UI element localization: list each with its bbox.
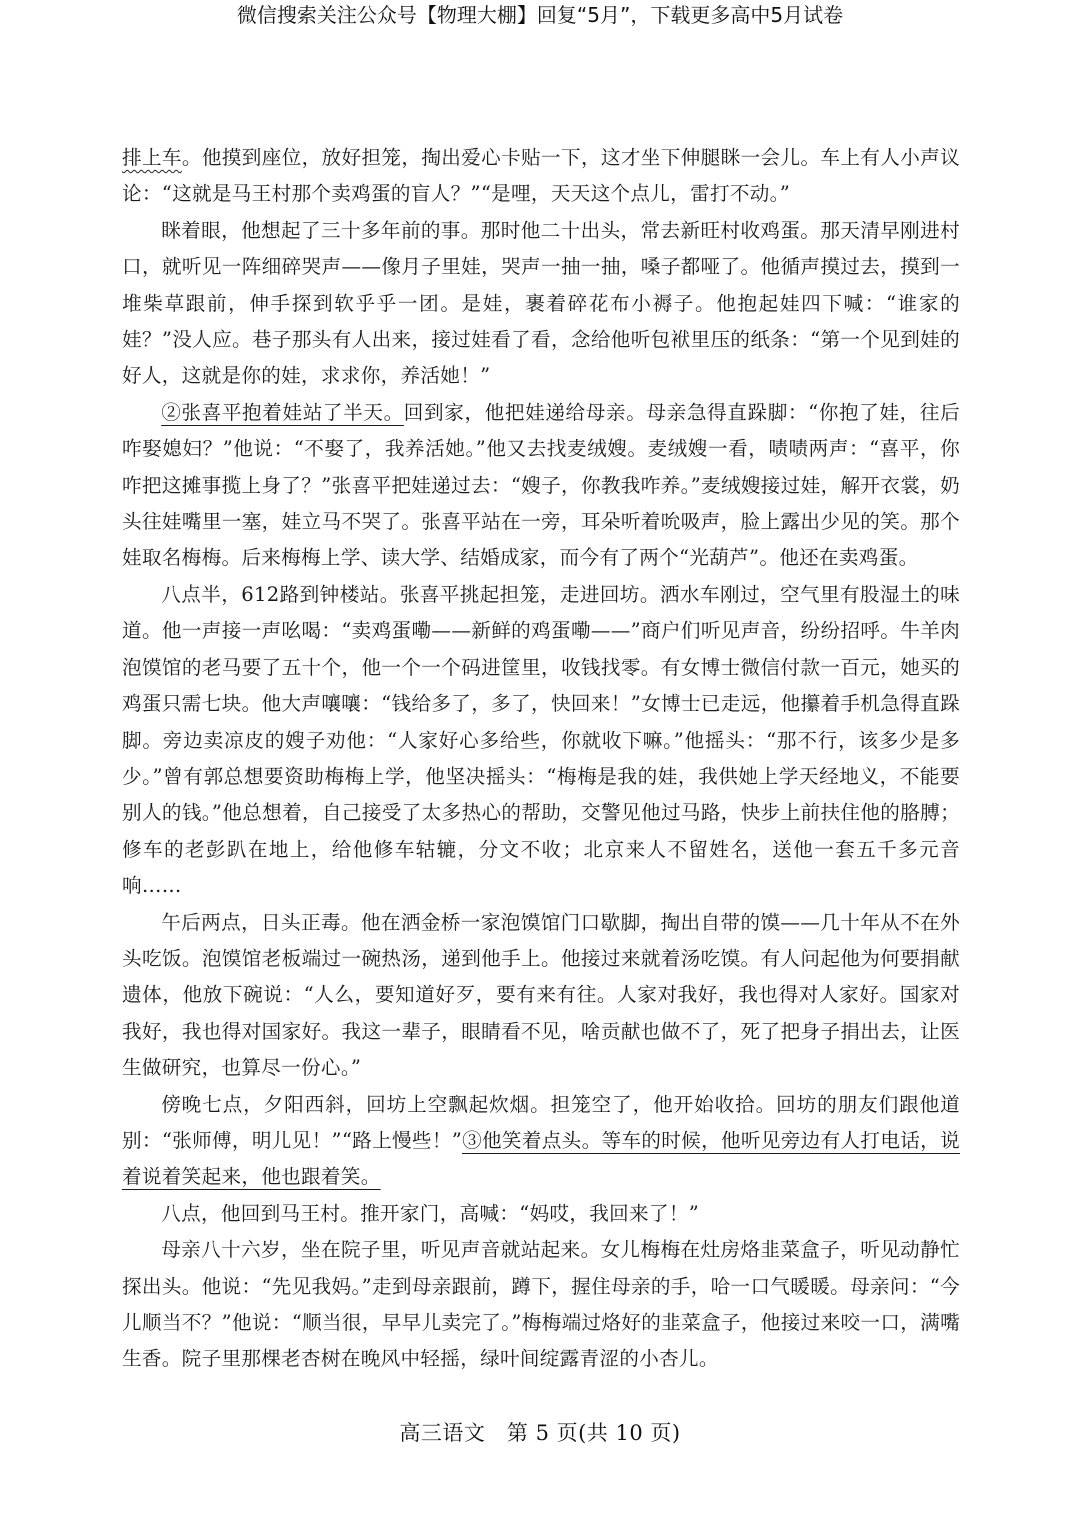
paragraph-6-text: 傍晚七点，夕阳西斜，回坊上空飘起炊烟。担笼空了，他开始收拾。回坊的朋友们跟他道别：“张师傅，明儿见！”“路上慢些！” <box>122 1092 960 1152</box>
article-body <box>122 140 960 1378</box>
page-header-notice: 微信搜索关注公众号【物理大棚】回复“5月”，下载更多高中5月试卷 <box>236 3 844 27</box>
paragraph-3 <box>122 395 960 577</box>
paragraph-6 <box>122 1087 960 1196</box>
paragraph-2: 眯着眼，他想起了三十多年前的事。那时他二十出头，常去新旺村收鸡蛋。那天清早刚进村口，就听见一阵细碎哭声——像月子里娃，哭声一抽一抽，嗓子都哑了。他循声摸过去，摸到一堆柴草跟前，伸手探到软乎乎一团。是娃，裹着碎花布小褥子。他抱起娃四下喊：“谁家的娃？”没人应。巷子那头有人出来，接过娃看了看，念给他听包袱里压的纸条：“第一个见到娃的好人，这就是你的娃，求求你，养活她！” <box>122 218 960 388</box>
paragraph-1 <box>122 140 960 213</box>
wavy-underlined-phrase: 排上车 <box>122 146 182 169</box>
underlined-sentence-3: ③他笑着点头。等车的时候，他听见旁边有人打电话，说着说着笑起来，他也跟着笑。 <box>122 1128 960 1189</box>
paragraph-1-text: 。他摸到座位，放好担笼，掏出爱心卡贴一下，这才坐下伸腿眯一会儿。车上有人小声议论：“这就是马王村那个卖鸡蛋的盲人？”“是哩，天天这个点儿，雷打不动。” <box>122 146 961 206</box>
paragraph-4: 八点半，612路到钟楼站。张喜平挑起担笼，走进回坊。洒水车刚过，空气里有股湿土的味道。他一声接一声吆喝：“卖鸡蛋嘞——新鲜的鸡蛋嘞——”商户们听见声音，纷纷招呼。牛羊肉泡馍馆的老马要了五十个，他一个一个码进筐里，收钱找零。有女博士微信付款一百元，她买的鸡蛋只需七块。他大声嚷嚷：“钱给多了，多了，快回来！”女博士已走远，他攥着手机急得直跺脚。旁边卖凉皮的嫂子劝他：“人家好心多给些，你就收下嘛。”他摇头：“那不行，该多少是多少。”曾有郭总想要资助梅梅上学，他坚决摇头：“梅梅是我的娃，我供她上学天经地义，不能要别人的钱。”他总想着，自己接受了太多热心的帮助，交警见他过马路，快步上前扶住他的胳膊；修车的老彭趴在地上，给他修车轱辘，分文不收；北京来人不留姓名，送他一套五千多元音响…… <box>122 582 960 898</box>
paragraph-5: 午后两点，日头正毒。他在洒金桥一家泡馍馆门口歇脚，掏出自带的馍——几十年从不在外头吃饭。泡馍馆老板端过一碗热汤，递到他手上。他接过来就着汤吃馍。有人问起他为何要捐献遗体，他放下碗说：“人么，要知道好歹，要有来有往。人家对我好，我也得对人家好。国家对我好，我也得对国家好。我这一辈子，眼睛看不见，啥贡献也做不了，死了把身子捐出去，让医生做研究，也算尽一份心。” <box>122 910 960 1080</box>
paragraph-3-text: 回到家，他把娃递给母亲。母亲急得直跺脚：“你抱了娃，往后咋娶媳妇？”他说：“不娶了，我养活她。”他又去找麦绒嫂。麦绒嫂一看，啧啧两声：“喜平，你咋把这摊事揽上身了？”张喜平把娃递过去：“嫂子，你教我咋养。”麦绒嫂接过娃，解开衣裳，奶头往娃嘴里一塞，娃立马不哭了。张喜平站在一旁，耳朵听着吮吸声，脸上露出少见的笑。那个娃取名梅梅。后来梅梅上学、读大学、结婚成家，而今有了两个“光葫芦”。他还在卖鸡蛋。 <box>122 400 960 570</box>
page-footer: 高三语文 第 5 页(共 10 页) <box>399 1421 681 1445</box>
paragraph-7: 八点，他回到马王村。推开家门，高喊：“妈哎，我回来了！” <box>161 1201 700 1225</box>
paragraph-8: 母亲八十六岁，坐在院子里，听见声音就站起来。女儿梅梅在灶房烙韭菜盒子，听见动静忙探出头。他说：“先见我妈。”走到母亲跟前，蹲下，握住母亲的手，哈一口气暖暖。母亲问：“今儿顺当不？”他说：“顺当很，早早儿卖完了。”梅梅端过烙好的韭菜盒子，他接过来咬一口，满嘴生香。院子里那棵老杏树在晚风中轻摇，绿叶间绽露青涩的小杏儿。 <box>122 1238 960 1371</box>
underlined-sentence-2: ②张喜平抱着娃站了半天。 <box>161 400 404 424</box>
